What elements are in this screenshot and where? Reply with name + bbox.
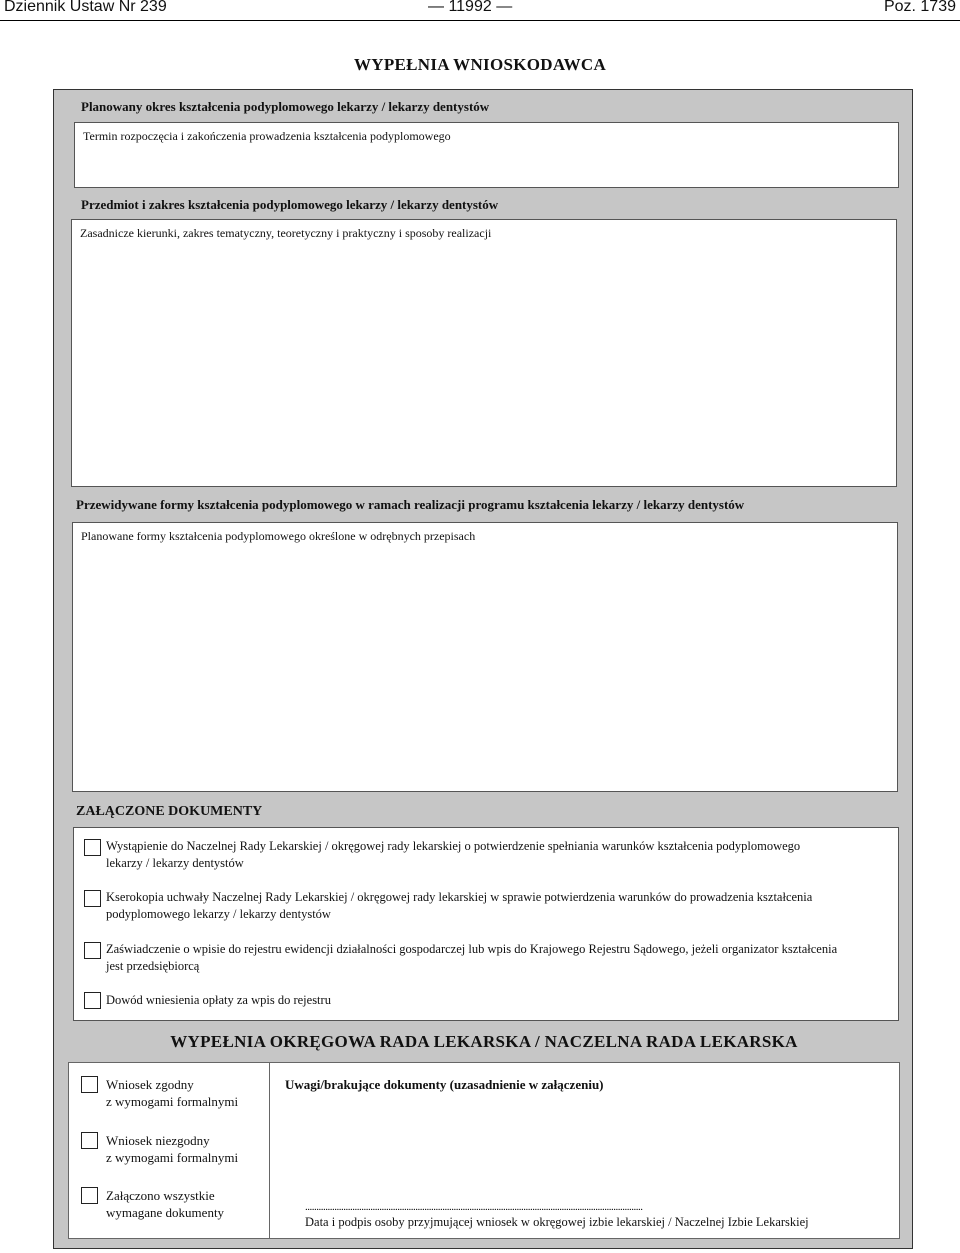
council-section-title: WYPEŁNIA OKRĘGOWA RADA LEKARSKA / NACZELNA RADA LEKARSKA bbox=[170, 1032, 798, 1051]
forms-label: Przewidywane formy kształcenia podyplomowego w ramach realizacji programu kształcenia lekarzy / lekarzy dentystów bbox=[76, 497, 745, 512]
attachment-checkbox-3[interactable] bbox=[84, 942, 101, 959]
attachment-checkbox-1[interactable] bbox=[84, 839, 101, 856]
check-all-attached[interactable] bbox=[81, 1187, 98, 1204]
attachment-item-3: Zaświadczenie o wpisie do rejestru ewidencji działalności gospodarczej lub wpis do Krajowego Rejestru Sądowego, jeżeli organizator kształcenia jest przedsiębiorcą bbox=[106, 942, 838, 973]
attachment-item-4: Dowód wniesienia opłaty za wpis do rejestru bbox=[106, 993, 331, 1007]
signature-caption: Data i podpis osoby przyjmującej wniosek w okręgowej izbie lekarskiej / Naczelnej Izbie Lekarskiej bbox=[305, 1215, 809, 1229]
council-box bbox=[68, 1062, 900, 1239]
check-compliant[interactable] bbox=[81, 1076, 98, 1093]
period-hint: Termin rozpoczęcia i zakończenia prowadzenia kształcenia podyplomowego bbox=[83, 129, 451, 143]
signature-line: ...................................................................................................................................................... bbox=[305, 1201, 643, 1213]
attachment-checkbox-4[interactable] bbox=[84, 992, 101, 1009]
check-noncompliant[interactable] bbox=[81, 1132, 98, 1149]
subject-label: Przedmiot i zakres kształcenia podyplomowego lekarzy / lekarzy dentystów bbox=[81, 197, 499, 212]
header-rule bbox=[0, 20, 960, 21]
page-number: — 11992 — bbox=[428, 0, 513, 15]
applicant-section-title: WYPEŁNIA WNIOSKODAWCA bbox=[353, 55, 607, 74]
check-noncompliant-label: Wniosek niezgodny z wymogami formalnymi bbox=[106, 1133, 239, 1165]
period-field[interactable] bbox=[74, 122, 899, 188]
check-compliant-label: Wniosek zgodny z wymogami formalnymi bbox=[106, 1077, 239, 1109]
subject-hint: Zasadnicze kierunki, zakres tematyczny, teoretyczny i praktyczny i sposoby realizacji bbox=[80, 226, 492, 240]
subject-field[interactable] bbox=[71, 219, 897, 487]
attachment-item-1: Wystąpienie do Naczelnej Rady Lekarskiej / okręgowej rady lekarskiej o potwierdzenie spełniania warunków kształcenia podyplomowego lekarzy / lekarzy dentystów bbox=[106, 839, 801, 870]
remarks-label: Uwagi/brakujące dokumenty (uzasadnienie w załączeniu) bbox=[285, 1077, 604, 1092]
attachments-box bbox=[73, 827, 899, 1021]
check-all-attached-label: Załączono wszystkie wymagane dokumenty bbox=[106, 1188, 225, 1220]
journal-title: Dziennik Ustaw Nr 239 bbox=[4, 0, 167, 15]
period-label: Planowany okres kształcenia podyplomowego lekarzy / lekarzy dentystów bbox=[81, 99, 490, 114]
forms-field[interactable] bbox=[72, 522, 898, 792]
attachments-label: ZAŁĄCZONE DOKUMENTY bbox=[76, 804, 263, 819]
attachment-item-2: Kserokopia uchwały Naczelnej Rady Lekarskiej / okręgowej rady lekarskiej w sprawie potwierdzenia warunków do prowadzenia kształcenia podyplomowego lekarzy / lekarzy dentystów bbox=[106, 890, 813, 921]
forms-hint: Planowane formy kształcenia podyplomowego określone w odrębnych przepisach bbox=[81, 529, 476, 543]
council-checks bbox=[69, 1063, 270, 1238]
position-number: Poz. 1739 bbox=[883, 0, 956, 15]
attachment-checkbox-2[interactable] bbox=[84, 890, 101, 907]
